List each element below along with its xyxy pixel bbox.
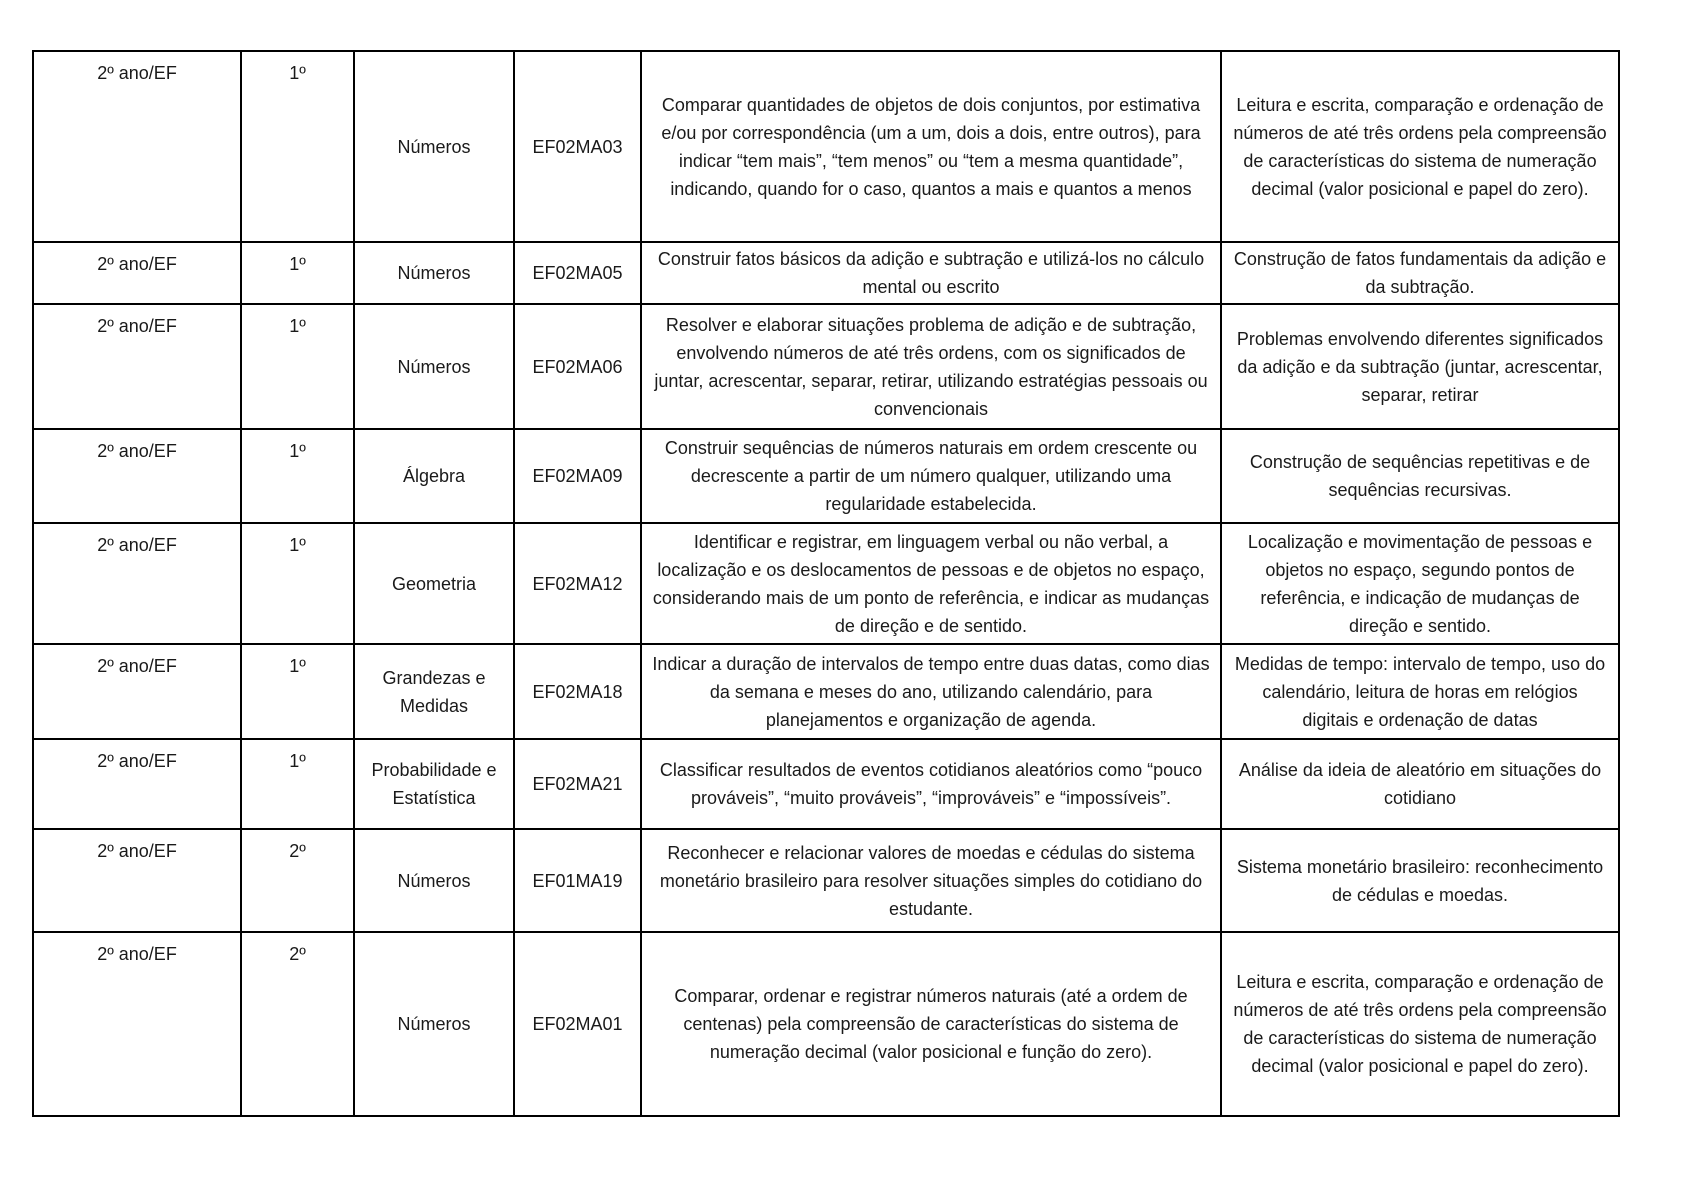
cell-bimestre: 1º [241, 242, 354, 304]
cell-ano: 2º ano/EF [33, 51, 241, 242]
cell-codigo: EF01MA19 [514, 829, 641, 932]
cell-objeto-de-conhecimento: Leitura e escrita, comparação e ordenação de números de até três ordens pela compreensão de características do sistema de numeração decimal (valor posicional e papel do zero). [1221, 51, 1619, 242]
cell-bimestre: 1º [241, 304, 354, 429]
cell-habilidade: Reconhecer e relacionar valores de moedas e cédulas do sistema monetário brasileiro para resolver situações simples do cotidiano do estudante. [641, 829, 1221, 932]
cell-bimestre: 2º [241, 932, 354, 1116]
cell-unidade-tematica: Números [354, 304, 514, 429]
cell-unidade-tematica: Álgebra [354, 429, 514, 523]
cell-unidade-tematica: Grandezas e Medidas [354, 644, 514, 739]
cell-codigo: EF02MA01 [514, 932, 641, 1116]
cell-objeto-de-conhecimento: Sistema monetário brasileiro: reconhecimento de cédulas e moedas. [1221, 829, 1619, 932]
table-row [33, 932, 1619, 1116]
cell-habilidade: Classificar resultados de eventos cotidianos aleatórios como “pouco prováveis”, “muito prováveis”, “improváveis” e “impossíveis”. [641, 739, 1221, 829]
table-row [33, 644, 1619, 739]
cell-codigo: EF02MA18 [514, 644, 641, 739]
cell-codigo: EF02MA21 [514, 739, 641, 829]
cell-ano: 2º ano/EF [33, 932, 241, 1116]
cell-unidade-tematica: Geometria [354, 523, 514, 644]
cell-ano: 2º ano/EF [33, 829, 241, 932]
cell-ano: 2º ano/EF [33, 523, 241, 644]
cell-codigo: EF02MA12 [514, 523, 641, 644]
cell-objeto-de-conhecimento: Construção de sequências repetitivas e de sequências recursivas. [1221, 429, 1619, 523]
table-row [33, 51, 1619, 242]
cell-unidade-tematica: Números [354, 242, 514, 304]
cell-habilidade: Construir fatos básicos da adição e subtração e utilizá-los no cálculo mental ou escrito [641, 242, 1221, 304]
table-row [33, 242, 1619, 304]
cell-objeto-de-conhecimento: Análise da ideia de aleatório em situações do cotidiano [1221, 739, 1619, 829]
cell-bimestre: 1º [241, 523, 354, 644]
curriculum-table [32, 50, 1620, 1117]
cell-codigo: EF02MA09 [514, 429, 641, 523]
cell-unidade-tematica: Probabilidade e Estatística [354, 739, 514, 829]
table-row [33, 523, 1619, 644]
curriculum-table-container [32, 50, 1620, 1117]
cell-habilidade: Indicar a duração de intervalos de tempo entre duas datas, como dias da semana e meses do ano, utilizando calendário, para planejamentos e organização de agenda. [641, 644, 1221, 739]
cell-bimestre: 1º [241, 644, 354, 739]
cell-habilidade: Comparar, ordenar e registrar números naturais (até a ordem de centenas) pela compreensão de características do sistema de numeração decimal (valor posicional e função do zero). [641, 932, 1221, 1116]
cell-objeto-de-conhecimento: Leitura e escrita, comparação e ordenação de números de até três ordens pela compreensão de características do sistema de numeração decimal (valor posicional e papel do zero). [1221, 932, 1619, 1116]
cell-codigo: EF02MA05 [514, 242, 641, 304]
cell-ano: 2º ano/EF [33, 429, 241, 523]
cell-unidade-tematica: Números [354, 51, 514, 242]
cell-bimestre: 1º [241, 739, 354, 829]
cell-bimestre: 1º [241, 429, 354, 523]
table-row [33, 739, 1619, 829]
cell-ano: 2º ano/EF [33, 739, 241, 829]
cell-ano: 2º ano/EF [33, 304, 241, 429]
table-row [33, 829, 1619, 932]
cell-unidade-tematica: Números [354, 932, 514, 1116]
cell-bimestre: 1º [241, 51, 354, 242]
table-row [33, 304, 1619, 429]
cell-objeto-de-conhecimento: Construção de fatos fundamentais da adição e da subtração. [1221, 242, 1619, 304]
cell-codigo: EF02MA03 [514, 51, 641, 242]
cell-codigo: EF02MA06 [514, 304, 641, 429]
cell-unidade-tematica: Números [354, 829, 514, 932]
cell-habilidade: Resolver e elaborar situações problema de adição e de subtração, envolvendo números de até três ordens, com os significados de juntar, acrescentar, separar, retirar, utilizando estratégias pessoais ou convencionais [641, 304, 1221, 429]
cell-objeto-de-conhecimento: Problemas envolvendo diferentes significados da adição e da subtração (juntar, acrescentar, separar, retirar [1221, 304, 1619, 429]
cell-bimestre: 2º [241, 829, 354, 932]
table-row [33, 429, 1619, 523]
curriculum-table-body [33, 51, 1619, 1116]
cell-ano: 2º ano/EF [33, 242, 241, 304]
cell-habilidade: Construir sequências de números naturais em ordem crescente ou decrescente a partir de um número qualquer, utilizando uma regularidade estabelecida. [641, 429, 1221, 523]
cell-objeto-de-conhecimento: Medidas de tempo: intervalo de tempo, uso do calendário, leitura de horas em relógios digitais e ordenação de datas [1221, 644, 1619, 739]
cell-habilidade: Comparar quantidades de objetos de dois conjuntos, por estimativa e/ou por correspondência (um a um, dois a dois, entre outros), para indicar “tem mais”, “tem menos” ou “tem a mesma quantidade”, indicando, quando for o caso, quantos a mais e quantos a menos [641, 51, 1221, 242]
cell-ano: 2º ano/EF [33, 644, 241, 739]
cell-objeto-de-conhecimento: Localização e movimentação de pessoas e objetos no espaço, segundo pontos de referência, e indicação de mudanças de direção e sentido. [1221, 523, 1619, 644]
cell-habilidade: Identificar e registrar, em linguagem verbal ou não verbal, a localização e os deslocamentos de pessoas e de objetos no espaço, considerando mais de um ponto de referência, e indicar as mudanças de direção e de sentido. [641, 523, 1221, 644]
